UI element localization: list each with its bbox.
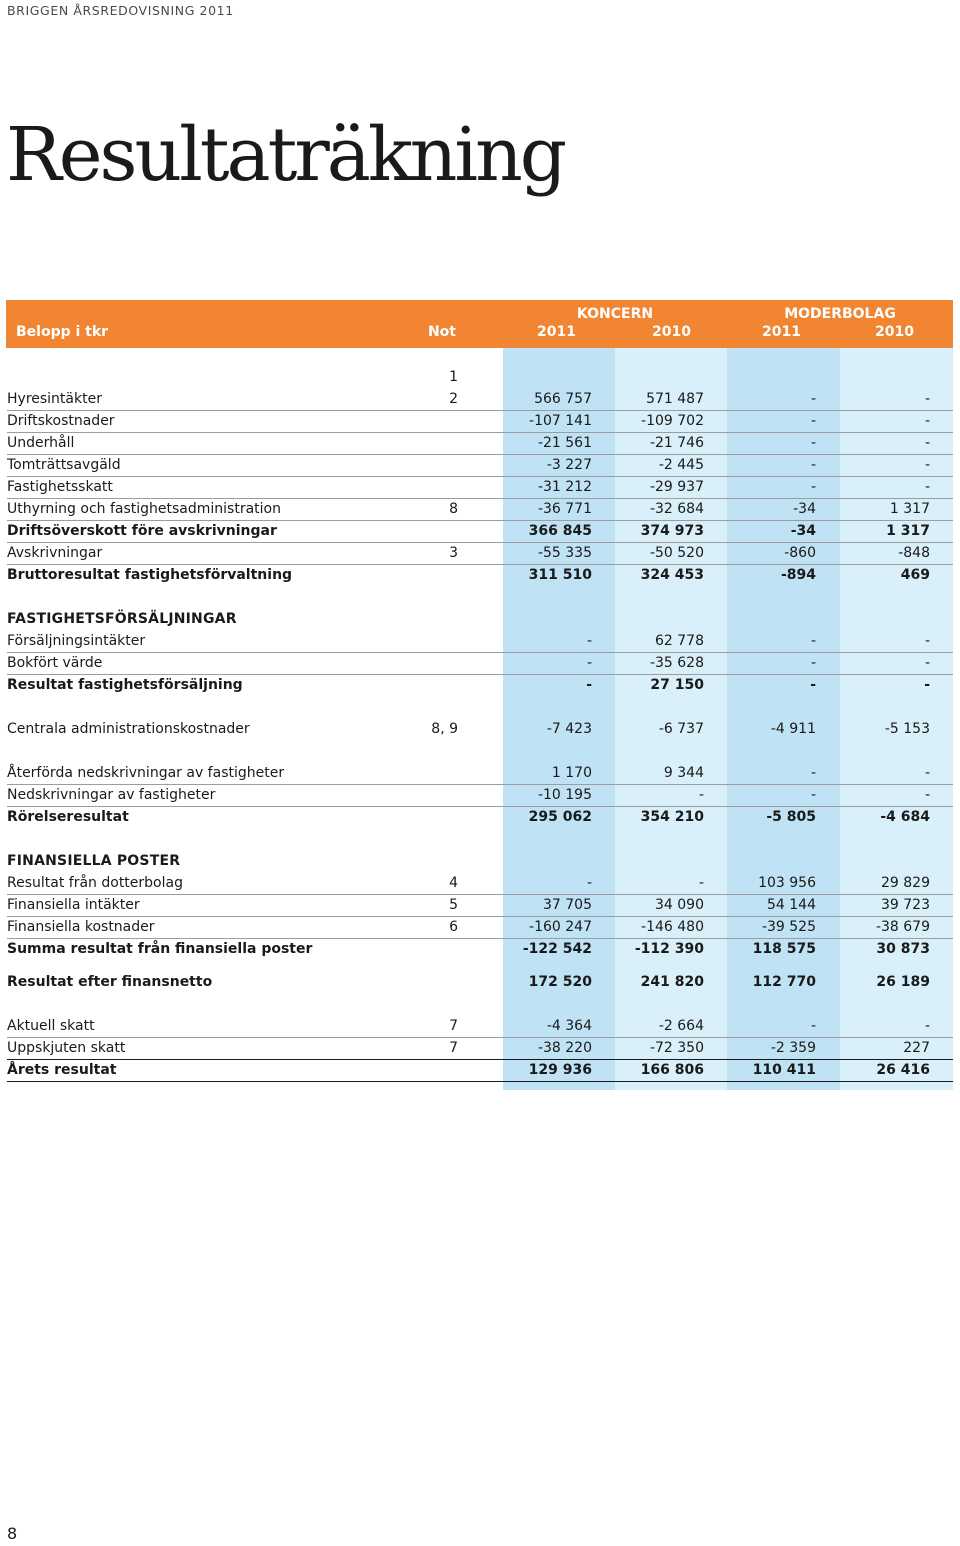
row-label: Nedskrivningar av fastigheter xyxy=(7,787,216,803)
value-cell: -55 335 xyxy=(537,545,592,561)
value-cell: 34 090 xyxy=(655,897,704,913)
table-row-centrala-admin xyxy=(7,718,953,740)
value-cell: - xyxy=(586,677,592,693)
value-cell: -50 520 xyxy=(649,545,704,561)
value-cell: -6 737 xyxy=(658,721,704,737)
value-cell: - xyxy=(924,787,930,803)
value-cell: - xyxy=(810,391,816,407)
table-row-driftskostnader xyxy=(7,410,953,433)
table-row-finansiella-kostnader xyxy=(7,916,953,939)
table-row-avskrivningar xyxy=(7,542,953,565)
value-cell: 9 344 xyxy=(663,765,704,781)
value-cell: -38 220 xyxy=(537,1040,592,1056)
value-cell: -38 679 xyxy=(875,919,930,935)
value-cell: - xyxy=(924,765,930,781)
table-row-hyresintakter xyxy=(7,388,953,411)
value-cell: 26 189 xyxy=(876,974,930,990)
row-label: Försäljningsintäkter xyxy=(7,633,146,649)
value-cell: 103 956 xyxy=(758,875,816,891)
note-cell: 2 xyxy=(449,391,458,407)
value-cell: - xyxy=(924,633,930,649)
value-cell: -35 628 xyxy=(649,655,704,671)
value-cell: -5 153 xyxy=(884,721,930,737)
value-cell: 366 845 xyxy=(528,523,592,539)
value-cell: - xyxy=(924,479,930,495)
value-cell: -112 390 xyxy=(634,941,704,957)
table-row-uthyrning xyxy=(7,498,953,521)
value-cell: - xyxy=(924,1018,930,1034)
note-cell: 5 xyxy=(449,897,458,913)
header-year: 2010 xyxy=(652,324,691,340)
note-cell: 3 xyxy=(449,545,458,561)
section-heading-finansiella-poster xyxy=(7,850,953,872)
value-cell: - xyxy=(924,677,930,693)
value-cell: - xyxy=(586,655,592,671)
header-year: 2010 xyxy=(875,324,914,340)
value-cell: -3 227 xyxy=(546,457,592,473)
value-cell: 30 873 xyxy=(876,941,930,957)
value-cell: -2 359 xyxy=(770,1040,816,1056)
value-cell: - xyxy=(698,875,704,891)
value-cell: -848 xyxy=(898,545,930,561)
value-cell: -39 525 xyxy=(761,919,816,935)
value-cell: - xyxy=(810,435,816,451)
value-cell: -31 212 xyxy=(537,479,592,495)
row-label: Avskrivningar xyxy=(7,545,103,561)
row-label: Tomträttsavgäld xyxy=(7,457,121,473)
table-row-note1 xyxy=(7,366,953,388)
value-cell: -21 746 xyxy=(649,435,704,451)
value-cell: - xyxy=(924,435,930,451)
row-label: Centrala administrationskostnader xyxy=(7,721,250,737)
value-cell: 566 757 xyxy=(534,391,592,407)
value-cell: -2 664 xyxy=(658,1018,704,1034)
row-label: Resultat från dotterbolag xyxy=(7,875,183,891)
value-cell: 129 936 xyxy=(528,1062,592,1078)
value-cell: 54 144 xyxy=(767,897,816,913)
value-cell: - xyxy=(810,633,816,649)
table-row-bokfort-varde xyxy=(7,652,953,675)
value-cell: -5 805 xyxy=(766,809,816,825)
section-heading-fastighetsforsaljningar xyxy=(7,608,953,630)
note-cell: 1 xyxy=(449,369,458,385)
value-cell: 26 416 xyxy=(876,1062,930,1078)
value-cell: -32 684 xyxy=(649,501,704,517)
value-cell: 172 520 xyxy=(528,974,592,990)
value-cell: 571 487 xyxy=(646,391,704,407)
table-row-finansiella-intakter xyxy=(7,894,953,917)
table-row-dotterbolag xyxy=(7,872,953,895)
table-row-summa-finansiella xyxy=(7,938,953,960)
value-cell: -894 xyxy=(780,567,816,583)
table-row-fastighetsskatt xyxy=(7,476,953,499)
value-cell: 1 317 xyxy=(886,523,930,539)
value-cell: 227 xyxy=(903,1040,930,1056)
income-statement-table xyxy=(0,300,960,1090)
value-cell: - xyxy=(810,787,816,803)
value-cell: 1 170 xyxy=(551,765,592,781)
table-row-aterforda xyxy=(7,762,953,785)
value-cell: 37 705 xyxy=(543,897,592,913)
value-cell: - xyxy=(810,413,816,429)
value-cell: -10 195 xyxy=(537,787,592,803)
value-cell: -72 350 xyxy=(649,1040,704,1056)
row-label: Bruttoresultat fastighetsförvaltning xyxy=(7,567,293,583)
value-cell: 166 806 xyxy=(640,1062,704,1078)
note-cell: 6 xyxy=(449,919,458,935)
section-heading: FASTIGHETSFÖRSÄLJNINGAR xyxy=(7,611,237,627)
row-label: Summa resultat från finansiella poster xyxy=(7,941,313,957)
note-cell: 4 xyxy=(449,875,458,891)
table-row-tomtrattsavgald xyxy=(7,454,953,477)
header-group-koncern: KONCERN xyxy=(576,306,654,322)
value-cell: - xyxy=(698,787,704,803)
value-cell: 241 820 xyxy=(640,974,704,990)
page-title: Resultaträkning xyxy=(6,112,565,198)
row-label: Återförda nedskrivningar av fastigheter xyxy=(7,765,285,781)
value-cell: -109 702 xyxy=(641,413,704,429)
row-label: Bokfört värde xyxy=(7,655,103,671)
value-cell: -4 911 xyxy=(770,721,816,737)
value-cell: -4 364 xyxy=(546,1018,592,1034)
value-cell: 469 xyxy=(900,567,930,583)
value-cell: -107 141 xyxy=(529,413,592,429)
row-label: Aktuell skatt xyxy=(7,1018,95,1034)
table-row-driftsoverskott xyxy=(7,520,953,543)
value-cell: - xyxy=(810,457,816,473)
value-cell: -146 480 xyxy=(641,919,704,935)
value-cell: 62 778 xyxy=(655,633,704,649)
value-cell: -160 247 xyxy=(529,919,592,935)
value-cell: -34 xyxy=(790,523,816,539)
header-not: Not xyxy=(427,324,456,340)
value-cell: 354 210 xyxy=(640,809,704,825)
header-year: 2011 xyxy=(762,324,801,340)
note-cell: 7 xyxy=(449,1018,458,1034)
value-cell: - xyxy=(924,457,930,473)
value-cell: 27 150 xyxy=(650,677,704,693)
note-cell: 7 xyxy=(449,1040,458,1056)
header-year: 2011 xyxy=(537,324,576,340)
header-group-moderbolag: MODERBOLAG xyxy=(784,306,896,322)
running-head: BRIGGEN ÅRSREDOVISNING 2011 xyxy=(7,3,234,18)
value-cell: -34 xyxy=(793,501,816,517)
value-cell: 110 411 xyxy=(752,1062,816,1078)
value-cell: - xyxy=(810,655,816,671)
value-cell: 311 510 xyxy=(528,567,592,583)
row-label: Uppskjuten skatt xyxy=(7,1040,126,1056)
value-cell: - xyxy=(924,413,930,429)
table-row-bruttoresultat xyxy=(7,564,953,586)
value-cell: -4 684 xyxy=(880,809,930,825)
value-cell: -21 561 xyxy=(537,435,592,451)
value-cell: 39 723 xyxy=(881,897,930,913)
row-label: Underhåll xyxy=(7,435,75,451)
table-row-nedskrivningar xyxy=(7,784,953,807)
value-cell: -29 937 xyxy=(649,479,704,495)
table-row-underhall xyxy=(7,432,953,455)
header-label: Belopp i tkr xyxy=(16,324,109,340)
value-cell: 374 973 xyxy=(640,523,704,539)
page-number: 8 xyxy=(7,1524,18,1543)
value-cell: 1 317 xyxy=(889,501,930,517)
table-header xyxy=(6,300,953,348)
value-cell: -2 445 xyxy=(658,457,704,473)
value-cell: -36 771 xyxy=(537,501,592,517)
table-row-aktuell-skatt xyxy=(7,1015,953,1038)
row-label: Uthyrning och fastighetsadministration xyxy=(7,501,281,517)
table-row-forsaljningsintakter xyxy=(7,630,953,653)
note-cell: 8, 9 xyxy=(431,721,458,737)
value-cell: - xyxy=(924,391,930,407)
table-row-uppskjuten-skatt xyxy=(7,1037,953,1060)
row-label: Driftskostnader xyxy=(7,413,115,429)
value-cell: -860 xyxy=(784,545,816,561)
value-cell: 29 829 xyxy=(881,875,930,891)
value-cell: - xyxy=(924,655,930,671)
note-cell: 8 xyxy=(449,501,458,517)
value-cell: - xyxy=(810,765,816,781)
table-row-efter-finansnetto xyxy=(7,971,953,993)
value-cell: - xyxy=(810,1018,816,1034)
row-label: Fastighetsskatt xyxy=(7,479,113,495)
section-heading: FINANSIELLA POSTER xyxy=(7,853,181,869)
table-row-rorelseresultat xyxy=(7,806,953,828)
value-cell: 324 453 xyxy=(640,567,704,583)
row-label: Resultat efter finansnetto xyxy=(7,974,213,990)
row-label: Finansiella intäkter xyxy=(7,897,140,913)
value-cell: 112 770 xyxy=(752,974,816,990)
table-row-resultat-forsaljning xyxy=(7,674,953,696)
value-cell: - xyxy=(810,677,816,693)
row-label: Driftsöverskott före avskrivningar xyxy=(7,523,277,539)
row-label: Hyresintäkter xyxy=(7,391,102,407)
row-label: Årets resultat xyxy=(7,1062,117,1078)
value-cell: 295 062 xyxy=(528,809,592,825)
value-cell: -7 423 xyxy=(546,721,592,737)
value-cell: - xyxy=(586,875,592,891)
row-label: Finansiella kostnader xyxy=(7,919,155,935)
row-label: Rörelseresultat xyxy=(7,809,129,825)
value-cell: 118 575 xyxy=(752,941,816,957)
value-cell: -122 542 xyxy=(522,941,592,957)
table-row-arets-resultat xyxy=(7,1059,953,1082)
value-cell: - xyxy=(586,633,592,649)
row-label: Resultat fastighetsförsäljning xyxy=(7,677,243,693)
value-cell: - xyxy=(810,479,816,495)
